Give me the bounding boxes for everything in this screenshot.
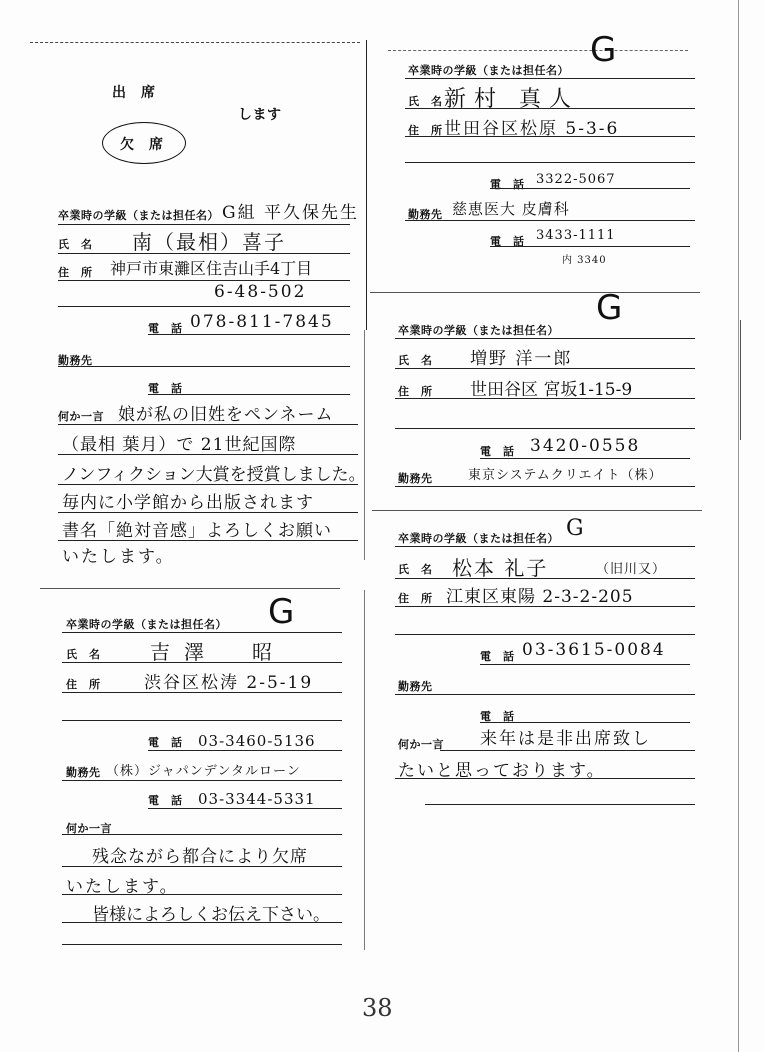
card5-right-edge xyxy=(364,590,365,950)
card1-address-value2: 6-48-502 xyxy=(214,282,307,302)
card3-name-value: 増野 洋一郎 xyxy=(470,349,573,369)
card1-address-line1 xyxy=(58,280,350,281)
card2-bottom-edge xyxy=(370,292,700,293)
card2-work-value: 慈恵医大 皮膚科 xyxy=(452,200,570,218)
card3-work-line xyxy=(395,486,695,487)
card1-comment-line3: ノンフィクション大賞を授賞しました。 xyxy=(62,465,366,485)
card5-class-value: G xyxy=(268,592,295,632)
card4-address-line1 xyxy=(395,606,695,607)
card2-class-label: 卒業時の学級（または担任名） xyxy=(408,64,569,77)
card2-name-value: 新村 真人 xyxy=(444,87,579,112)
card4-class-line xyxy=(395,546,695,547)
card2-work-phone-label: 電 話 xyxy=(490,235,525,248)
card4-comment-rule3 xyxy=(425,804,695,805)
card2-work-label: 勤務先 xyxy=(408,208,443,221)
card5-comment-rule2 xyxy=(62,894,342,895)
card1-top-edge xyxy=(30,42,360,43)
card3-right-edge xyxy=(740,320,741,440)
card4-comment-line2: たいと思っております。 xyxy=(398,761,606,781)
card3-phone-value: 3420-0558 xyxy=(530,436,641,456)
card3-bottom-edge xyxy=(372,510,702,511)
attend-option: 出 席 xyxy=(112,85,156,101)
card5-work-phone-label: 電 話 xyxy=(148,794,183,807)
card1-work-phone-line xyxy=(148,394,350,395)
card1-comment-line5: 書名「絶対音感」よろしくお願い xyxy=(62,521,332,541)
card1-comment-line4: 毎内に小学館から出版されます xyxy=(62,493,314,513)
card2-address-line2 xyxy=(405,162,695,163)
card2-extension: 内 3340 xyxy=(562,255,607,266)
card1-work-label: 勤務先 xyxy=(58,354,93,367)
card1-comment-rule4 xyxy=(58,512,358,513)
card4-name-label: 氏 名 xyxy=(398,563,433,576)
scan-edge xyxy=(738,0,739,1052)
card5-work-label: 勤務先 xyxy=(66,766,101,779)
card4-work-line xyxy=(395,694,695,695)
card5-work-value: （株）ジャパンデンタルローン xyxy=(106,764,301,779)
card5-comment-line1: 残念ながら都合により欠席 xyxy=(92,847,308,867)
card5-address-label: 住 所 xyxy=(66,678,101,691)
card1-work-phone-label: 電 話 xyxy=(148,382,183,395)
card5-comment-rule0 xyxy=(62,834,342,835)
page-number: 38 xyxy=(362,994,393,1022)
card1-work-line xyxy=(58,366,350,367)
card1-class-label: 卒業時の学級（または担任名） xyxy=(58,209,219,222)
card1-address-line2 xyxy=(58,306,350,307)
card4-name-line xyxy=(395,578,695,579)
card3-address-line1 xyxy=(395,398,695,399)
card5-name-value: 吉澤 昭 xyxy=(150,640,286,664)
card5-top-edge xyxy=(40,588,340,589)
card5-comment-rule1 xyxy=(62,866,342,867)
card3-work-value: 東京システムクリエイト（株） xyxy=(468,468,663,483)
card3-address-label: 住 所 xyxy=(398,385,433,398)
card5-class-label: 卒業時の学級（または担任名） xyxy=(66,618,227,631)
card1-name-label: 氏 名 xyxy=(58,238,93,251)
card4-address-line2 xyxy=(395,634,695,635)
card5-class-line xyxy=(62,632,342,633)
card2-class-value: G xyxy=(590,30,617,70)
card1-name-line xyxy=(58,253,350,254)
card5-address-line1 xyxy=(62,692,342,693)
card1-comment-rule5 xyxy=(58,540,358,541)
card2-phone-line xyxy=(490,188,690,189)
card5-phone-label: 電 話 xyxy=(148,736,183,749)
card4-name-note: （旧川又） xyxy=(596,562,667,577)
card4-phone-value: 03-3615-0084 xyxy=(522,640,666,660)
card1-comment-line2: （最相 葉月）で 21世紀国際 xyxy=(62,435,297,455)
card5-comment-rule3 xyxy=(62,922,342,923)
card2-top-edge xyxy=(388,50,688,51)
card5-work-phone-line xyxy=(148,808,342,809)
card1-phone-label: 電 話 xyxy=(148,322,183,335)
card4-class-label: 卒業時の学級（または担任名） xyxy=(398,532,559,545)
absent-circle-mark xyxy=(102,122,186,164)
card5-work-phone-value: 03-3344-5331 xyxy=(198,790,316,808)
card1-class-value: G組 平久保先生 xyxy=(222,203,359,223)
card2-work-phone-line xyxy=(490,246,690,247)
card2-name-line xyxy=(405,108,695,109)
card4-work-phone-label: 電 話 xyxy=(480,710,515,723)
card4-address-label: 住 所 xyxy=(398,592,433,605)
card4-work-phone-line xyxy=(480,722,690,723)
card3-address-value: 世田谷区 宮坂1-15-9 xyxy=(470,380,633,400)
card1-lower-edge xyxy=(364,330,365,560)
card5-comment-line3: 皆様によろしくお伝え下さい。 xyxy=(92,905,330,925)
card2-work-phone-value: 3433-1111 xyxy=(536,228,616,243)
card2-name-label: 氏 名 xyxy=(408,95,443,108)
card4-comment-label: 何か一言 xyxy=(398,738,444,751)
card5-work-line xyxy=(62,780,342,781)
card3-name-line xyxy=(395,368,695,369)
card5-comment-label: 何か一言 xyxy=(66,822,112,835)
card5-name-line xyxy=(62,662,342,663)
card1-address-label: 住 所 xyxy=(58,266,93,279)
card1-comment-line1: 娘が私の旧姓をペンネーム xyxy=(118,405,334,425)
card3-class-label: 卒業時の学級（または担任名） xyxy=(398,324,559,337)
card5-address-value: 渋谷区松涛 2-5-19 xyxy=(144,673,314,693)
card1-address-value1: 神戸市東灘区住吉山手4丁目 xyxy=(110,259,313,278)
card1-right-edge xyxy=(366,40,367,330)
card4-phone-line xyxy=(480,664,690,665)
card1-phone-value: 078-811-7845 xyxy=(190,312,334,332)
card3-phone-line xyxy=(480,458,690,459)
card4-class-value: G xyxy=(566,516,586,541)
attend-suffix: します xyxy=(238,107,282,123)
card2-phone-value: 3322-5067 xyxy=(536,172,616,187)
card2-address-value: 世田谷区松原 5-3-6 xyxy=(444,119,620,139)
card1-name-value: 南（最相）喜子 xyxy=(132,230,286,254)
card4-address-value: 江東区東陽 2-3-2-205 xyxy=(446,587,634,607)
card3-phone-label: 電 話 xyxy=(480,445,515,458)
card3-class-line xyxy=(395,338,695,339)
absent-option: 欠 席 xyxy=(120,137,164,153)
card3-address-line2 xyxy=(395,428,695,429)
card4-comment-rule2 xyxy=(395,778,695,779)
card1-comment-rule1 xyxy=(58,424,358,425)
card4-phone-label: 電 話 xyxy=(480,650,515,663)
card5-comment-rule4 xyxy=(62,944,342,945)
card3-name-label: 氏 名 xyxy=(398,354,433,367)
card2-class-line xyxy=(405,78,695,79)
card4-comment-rule1 xyxy=(440,750,695,751)
card2-phone-label: 電 話 xyxy=(490,178,525,191)
card1-comment-rule3 xyxy=(58,484,358,485)
card1-comment-rule2 xyxy=(58,454,358,455)
card1-phone-line xyxy=(148,334,350,335)
card5-name-label: 氏 名 xyxy=(66,648,101,661)
card4-name-value: 松本 礼子 xyxy=(452,556,549,580)
card1-comment-label: 何か一言 xyxy=(58,410,104,423)
card1-comment-line6: いたします。 xyxy=(62,547,175,567)
card2-work-line xyxy=(405,220,695,221)
card5-phone-line xyxy=(148,750,342,751)
card4-work-label: 勤務先 xyxy=(398,680,433,693)
card4-comment-line1: 来年は是非出席致し xyxy=(480,729,651,749)
card1-class-line xyxy=(58,224,350,225)
card5-comment-line2: いたします。 xyxy=(66,877,179,897)
card2-address-label: 住 所 xyxy=(408,124,443,137)
card5-address-line2 xyxy=(62,720,342,721)
card3-class-value: G xyxy=(596,288,623,328)
card3-work-label: 勤務先 xyxy=(398,472,433,485)
card2-address-line1 xyxy=(405,136,695,137)
card5-phone-value: 03-3460-5136 xyxy=(198,732,316,750)
